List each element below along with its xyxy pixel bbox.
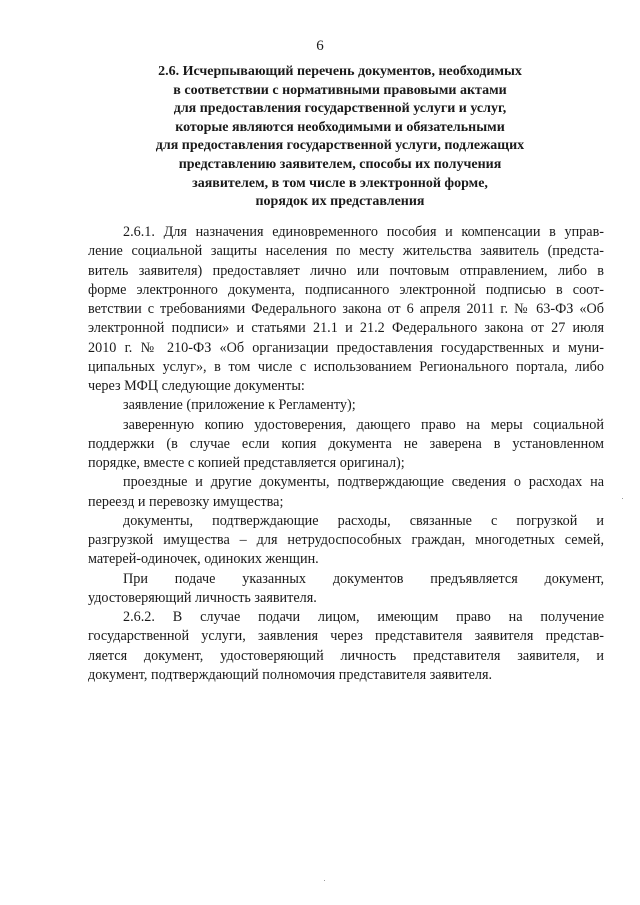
text-line: При подаче указанных документов предъявляется документ, (123, 570, 604, 587)
page-number: 6 (316, 38, 324, 54)
text-line: ляется документ, удостоверяющий личность представителя заявителя, и (88, 647, 604, 664)
text-line: 2010 г. № 210-ФЗ «Об организации предоставления государственных и муни- (88, 339, 604, 356)
text-line: государственной услуги, заявления через представителя заявителя представ- (88, 628, 604, 645)
text-line: ление социальной защиты населения по месту жительства заявитель (предста- (88, 243, 604, 260)
list-item: документы, подтверждающие расходы, связанные с погрузкой и (123, 512, 604, 529)
heading-line: порядок их представления (255, 194, 425, 210)
heading-line: в соответствии с нормативными правовыми актами (173, 82, 507, 98)
text-line: ветствии с требованиями Федерального закона от 6 апреля 2011 г. № 63-ФЗ «Об (88, 301, 604, 317)
text-line: 2.6.2. В случае подачи лицом, имеющим право на получение (123, 609, 604, 625)
text-line: форме электронного документа, подписанного электронной подписью в соот- (88, 281, 604, 298)
text-line: порядке, вместе с копией представляется оригинал); (88, 455, 405, 471)
body-text (88, 223, 604, 685)
scan-speck (622, 498, 623, 499)
text-line: удостоверяющий личность заявителя. (88, 589, 317, 606)
heading-line: 2.6. Исчерпывающий перечень документов, необходимых (158, 64, 522, 79)
text-line: переезд и перевозку имущества; (88, 493, 284, 510)
heading-line: для предоставления государственной услуги, подлежащих (155, 138, 525, 154)
text-line: поддержки (в случае если копия документа не заверена в установленном (88, 435, 604, 452)
scan-speck (324, 880, 325, 881)
section-heading (100, 63, 580, 212)
text-line: электронной подписи» и статьями 21.1 и 21.2 Федерального закона от 27 июля (88, 320, 604, 337)
text-line: разгрузкой имущества – для нетрудоспособных граждан, многодетных семей, (88, 532, 604, 548)
text-line: ципальных услуг», в том числе с использованием Регионального портала, либо (88, 358, 604, 375)
text-line: витель заявителя) предоставляет лично или почтовым отправлением, либо в (88, 262, 604, 279)
heading-line: представлению заявителем, способы их получения (178, 156, 502, 172)
text-line: документ, подтверждающий полномочия представителя заявителя. (88, 666, 493, 683)
list-item: заверенную копию удостоверения, дающего право на меры социальной (123, 416, 604, 433)
list-item: проездные и другие документы, подтверждающие сведения о расходах на (123, 474, 604, 491)
text-line: через МФЦ следующие документы: (88, 378, 305, 394)
list-item: заявление (приложение к Регламенту); (123, 397, 356, 414)
text-line: 2.6.1. Для назначения единовременного пособия и компенсации в управ- (123, 224, 604, 240)
text-line: матерей-одиночек, одиноких женщин. (88, 551, 319, 568)
heading-line: которые являются необходимыми и обязательными (175, 119, 505, 135)
heading-line: для предоставления государственной услуги и услуг, (173, 101, 507, 117)
heading-line: заявителем, в том числе в электронной форме, (192, 175, 488, 191)
